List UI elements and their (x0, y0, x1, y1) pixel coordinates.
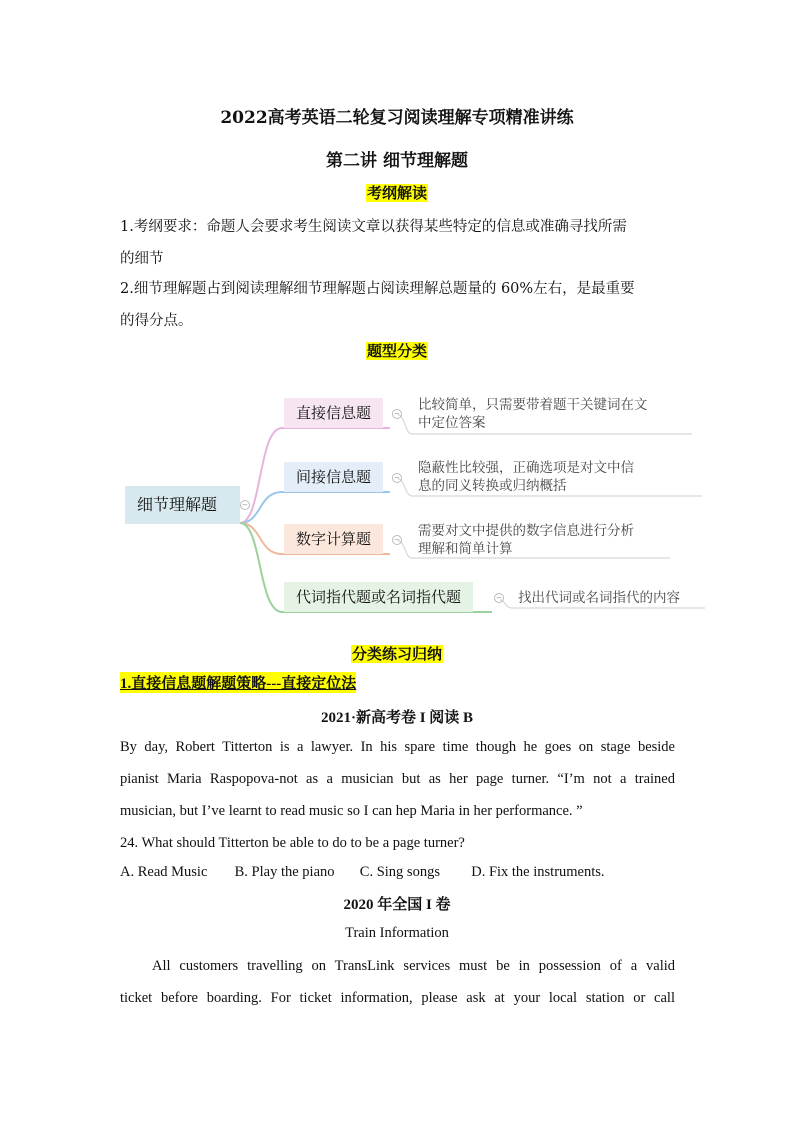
section-heading-syllabus: 考纲解读 (366, 184, 427, 202)
mindmap-desc-reference: 找出代词或名词指代的内容 (518, 590, 680, 606)
section-heading-types: 题型分类 (366, 342, 427, 360)
collapse-toggle-icon[interactable]: − (240, 500, 250, 510)
syllabus-paragraph-1: 1.考纲要求：命题人会要求考生阅读文章以获得某些特定的信息或准确寻找所需 的细节 (120, 219, 627, 267)
mindmap-branch-reference: 代词指代题或名词指代题 (284, 582, 473, 612)
document-title: 2022高考英语二轮复习阅读理解专项精准讲练 (220, 108, 574, 128)
mindmap-desc-numeric: 需要对文中提供的数字信息进行分析 理解和简单计算 (418, 523, 634, 557)
mindmap-root: 细节理解题 (125, 486, 240, 524)
mindmap-desc-direct: 比较简单，只需要带着题干关键词在文 中定位答案 (418, 397, 648, 431)
example2-passage: All customers travelling on TransLink services must be in possession of a valid ticket before boarding. For ticket information, please ask at your local station or call (120, 958, 675, 1006)
option-a: A. Read Music (120, 864, 208, 880)
collapse-toggle-icon[interactable]: − (392, 409, 402, 419)
example2-source: 2020 年全国 I 卷 (343, 897, 451, 913)
example1-source: 2021·新高考卷 I 阅读 B (320, 710, 474, 726)
collapse-toggle-icon[interactable]: − (392, 473, 402, 483)
option-c: C. Sing songs (359, 864, 440, 880)
strategy-subheading: 1.直接信息题解题策略---直接定位法 (120, 672, 356, 693)
example1-passage: By day, Robert Titterton is a lawyer. In his spare time though he goes on stage beside pianist Maria Raspopova-not as a musician but as her page turner. “I’m not a trained musician, but I’ve learnt to read music so I can hep Maria in her performance. ” 24. What should Titterton be able to do to be a page turner? (120, 731, 675, 859)
example1-options (120, 856, 605, 888)
lecture-subtitle: 第二讲 细节理解题 (326, 151, 468, 171)
section-heading-practice: 分类练习归纳 (351, 645, 442, 663)
example2-passage-title: Train Information (345, 925, 449, 941)
mindmap-desc-indirect: 隐蔽性比较强，正确选项是对文中信 息的同义转换或归纳概括 (418, 460, 634, 494)
mindmap-branch-direct: 直接信息题 (284, 398, 383, 428)
option-d: D. Fix the instruments. (471, 864, 605, 880)
collapse-toggle-icon[interactable]: − (392, 535, 402, 545)
option-b: B. Play the piano (234, 864, 335, 880)
collapse-toggle-icon[interactable]: − (494, 593, 504, 603)
mindmap-branch-indirect: 间接信息题 (284, 462, 383, 492)
syllabus-paragraph-2: 2.细节理解题占到阅读理解细节理解题占阅读理解总题量的 60%左右，是最重要 的得分点。 (120, 281, 635, 329)
mindmap-branch-numeric: 数字计算题 (284, 524, 383, 554)
example1-question: 24. What should Titterton be able to do to be a page turner? (120, 835, 465, 851)
